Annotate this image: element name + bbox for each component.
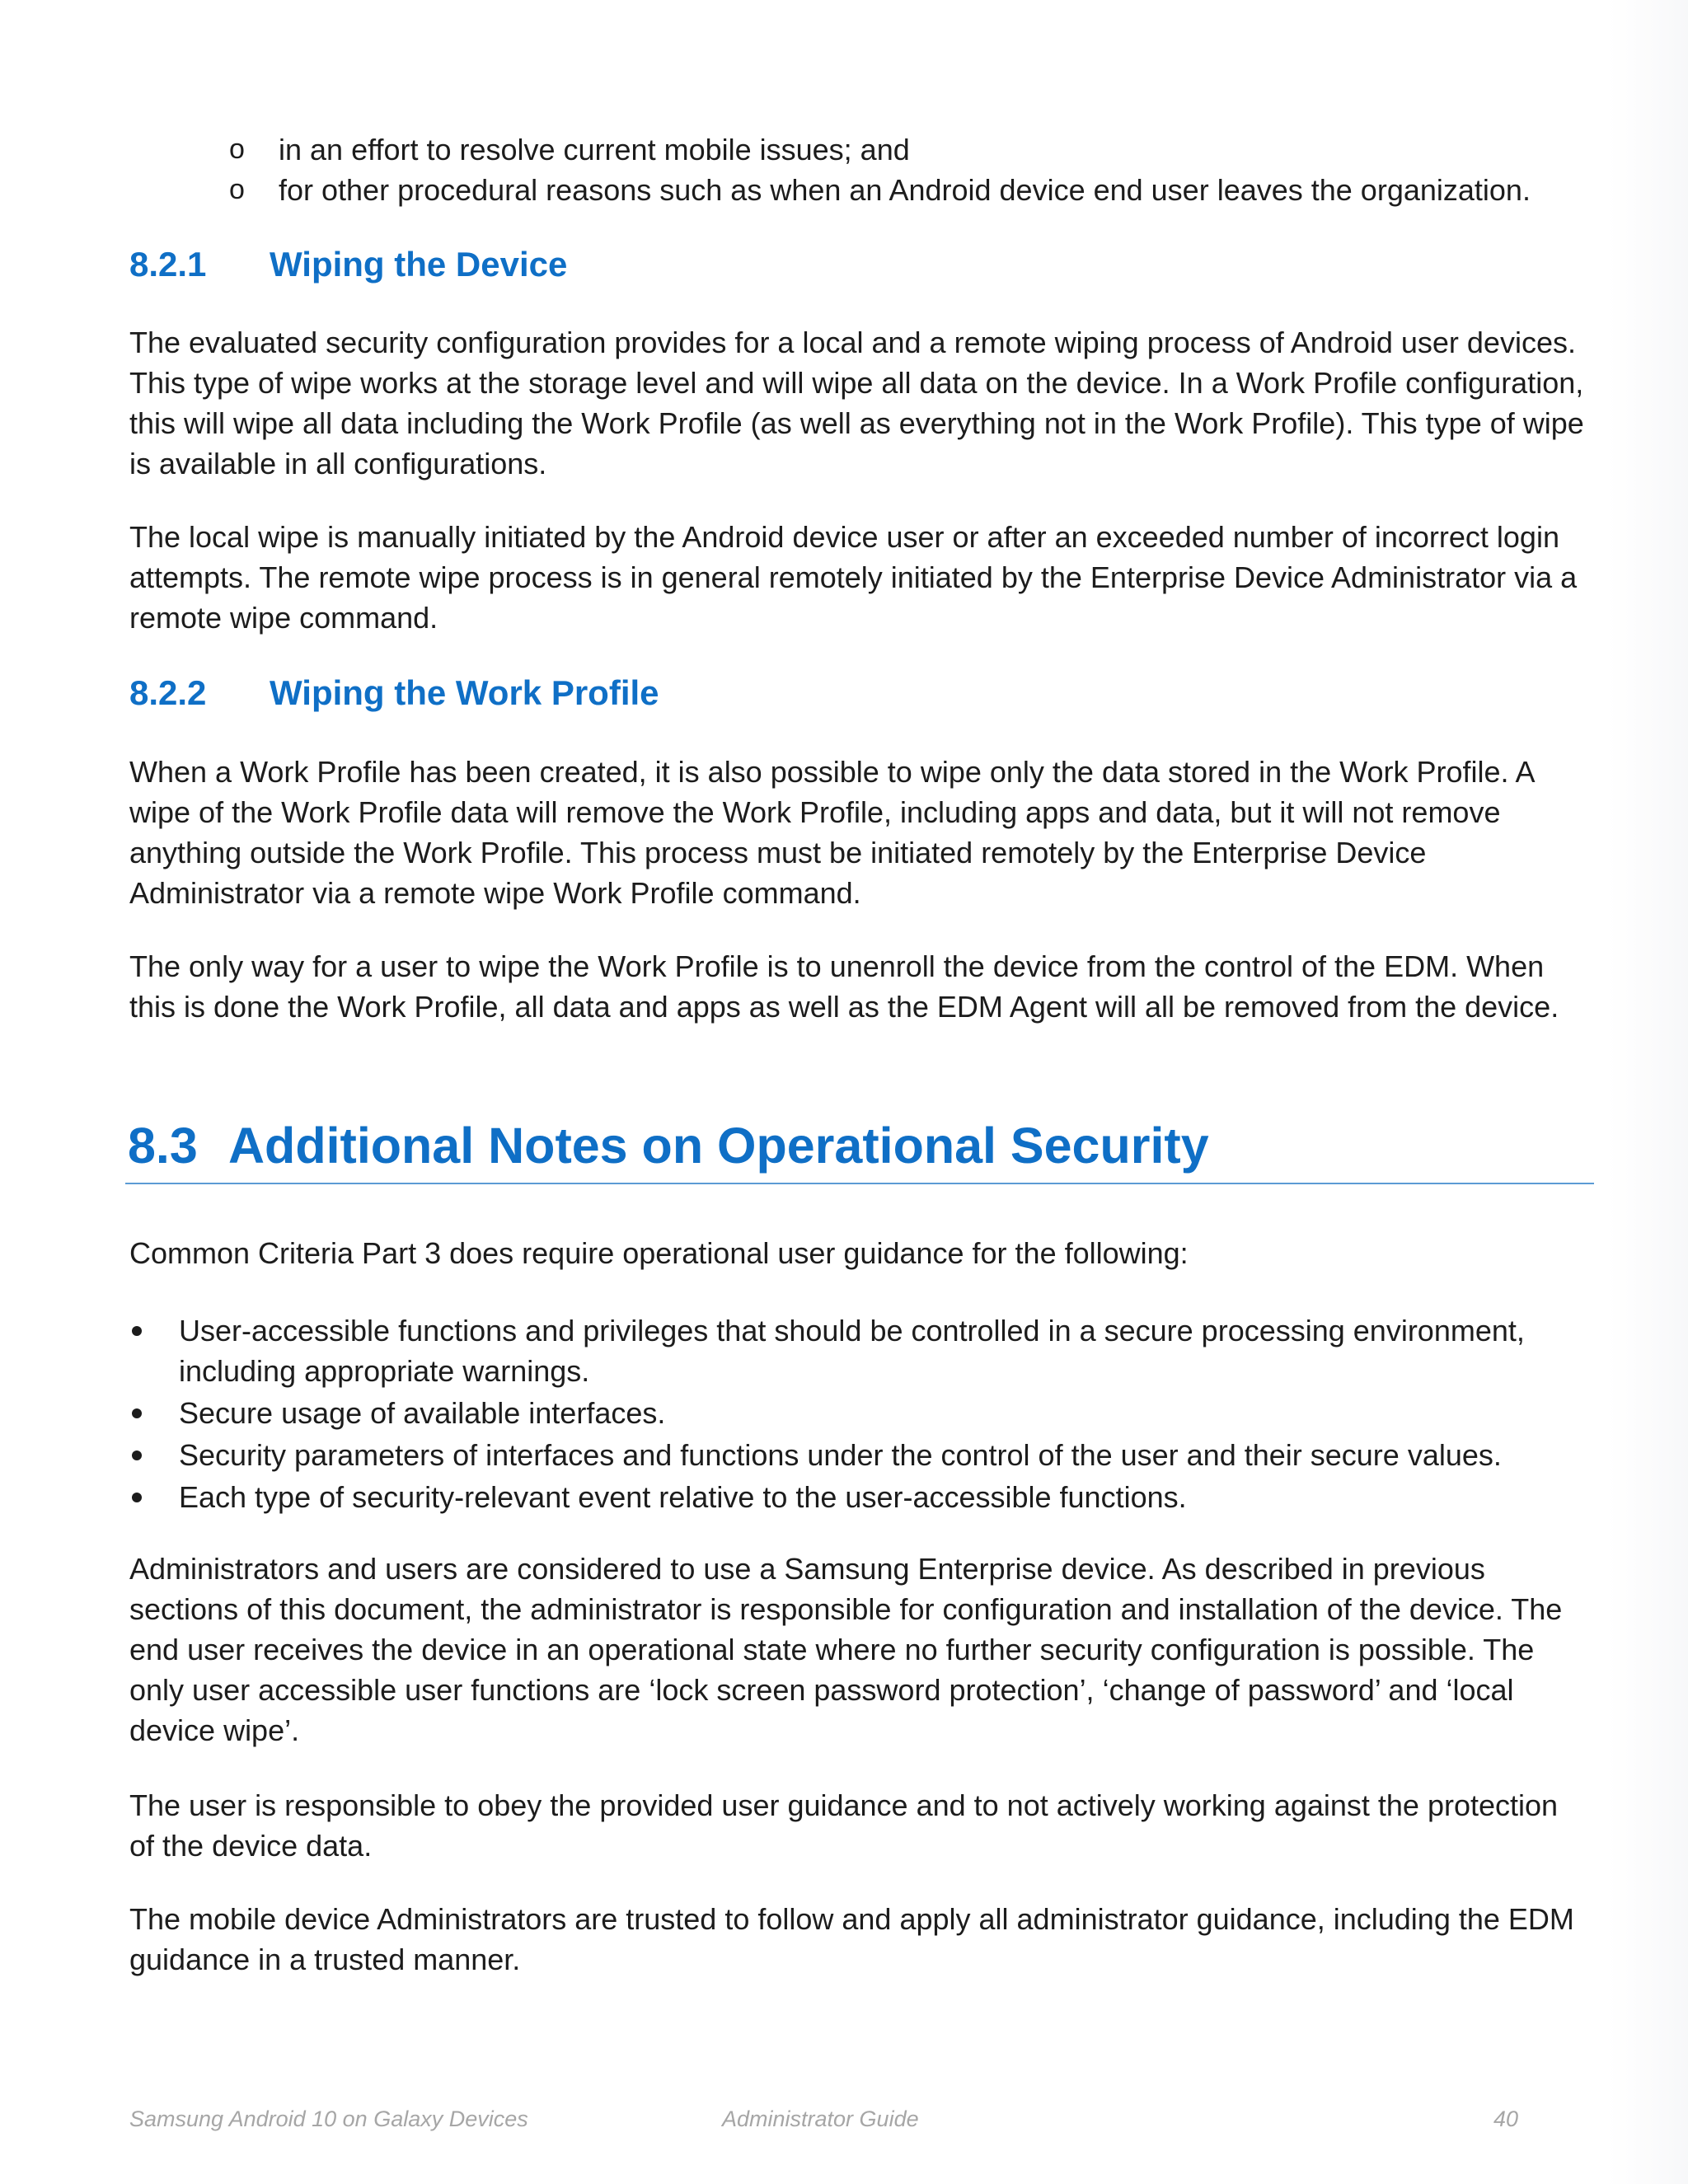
heading-title: Additional Notes on Operational Security [228,1118,1209,1174]
heading-8-3 [128,1113,1209,1179]
heading-number: 8.2.2 [129,673,207,712]
footer-page-number: 40 [1493,2107,1519,2131]
sub-bullet-item [229,170,1597,210]
heading-number: 8.2.1 [129,245,207,284]
paragraph: Common Criteria Part 3 does require operational user guidance for the following: [129,1236,1189,1270]
sub-bullet-list [229,129,1597,210]
sub-bullet-text: for other procedural reasons such as when an Android device end user leaves the organization. [279,173,1531,207]
paragraph: Administrators and users are considered to use a Samsung Enterprise device. As described in previous sections of this document, the administrator is responsible for configuration and installation of the device. The end user receives the device in an operational state where no further security configuration is possible. The only user accessible user functions are ‘lock screen password protection’, ‘change of password’ and ‘local device wipe’. [129,1552,1563,1747]
circle-bullet-icon: o [229,134,245,165]
bullet-text: Secure usage of available interfaces. [179,1396,666,1430]
heading-8-2-1 [129,241,567,288]
paragraph: The only way for a user to wipe the Work Profile is to unenroll the device from the control of the EDM. When this is done the Work Profile, all data and apps as well as the EDM Agent will all be removed from the device. [129,949,1559,1024]
paragraph: The mobile device Administrators are trusted to follow and apply all administrator guidance, including the EDM guidance in a trusted manner. [129,1902,1574,1976]
circle-bullet-icon: o [229,174,245,205]
bullet-item [129,1477,1588,1517]
heading-underline [125,1183,1594,1184]
page-edge-shade [1607,0,1688,2184]
heading-title: Wiping the Work Profile [270,673,659,712]
heading-8-2-2 [129,670,659,716]
paragraph: When a Work Profile has been created, it is also possible to wipe only the data stored in the Work Profile. A wipe of the Work Profile data will remove the Work Profile, including apps and data, but it will not remove anything outside the Work Profile. This process must be initiated remotely by the Enterprise Device Administrator via a remote wipe Work Profile command. [129,755,1534,910]
footer-document-title: Samsung Android 10 on Galaxy Devices [129,2107,528,2131]
bullet-text: User-accessible functions and privileges that should be controlled in a secure processing environment, including appropriate warnings. [179,1314,1525,1388]
sub-bullet-item [229,129,1597,170]
paragraph: The local wipe is manually initiated by the Android device user or after an exceeded number of incorrect login attempts. The remote wipe process is in general remotely initiated by the Enterprise Device Administrator via a remote wipe command. [129,520,1578,635]
bullet-list [129,1310,1588,1519]
sub-bullet-text: in an effort to resolve current mobile issues; and [279,133,910,166]
bullet-item [129,1393,1588,1433]
bullet-dot-icon [132,1493,142,1502]
bullet-text: Security parameters of interfaces and functions under the control of the user and their secure values. [179,1438,1502,1472]
bullet-item [129,1435,1588,1475]
footer-guide-title: Administrator Guide [722,2107,919,2131]
heading-title: Wiping the Device [270,245,568,284]
bullet-dot-icon [132,1451,142,1460]
bullet-dot-icon [132,1326,142,1336]
paragraph: The user is responsible to obey the provided user guidance and to not actively working against the protection of the device data. [129,1788,1559,1863]
bullet-dot-icon [132,1408,142,1418]
heading-number: 8.3 [128,1118,198,1174]
bullet-text: Each type of security-relevant event relative to the user-accessible functions. [179,1480,1187,1514]
paragraph: The evaluated security configuration provides for a local and a remote wiping process of Android user devices. This type of wipe works at the storage level and will wipe all data on the device. In a Work Profile configuration, this will wipe all data including the Work Profile (as well as everything not in the Work Profile). This type of wipe is available in all configurations. [129,326,1584,480]
bullet-item [129,1310,1588,1391]
